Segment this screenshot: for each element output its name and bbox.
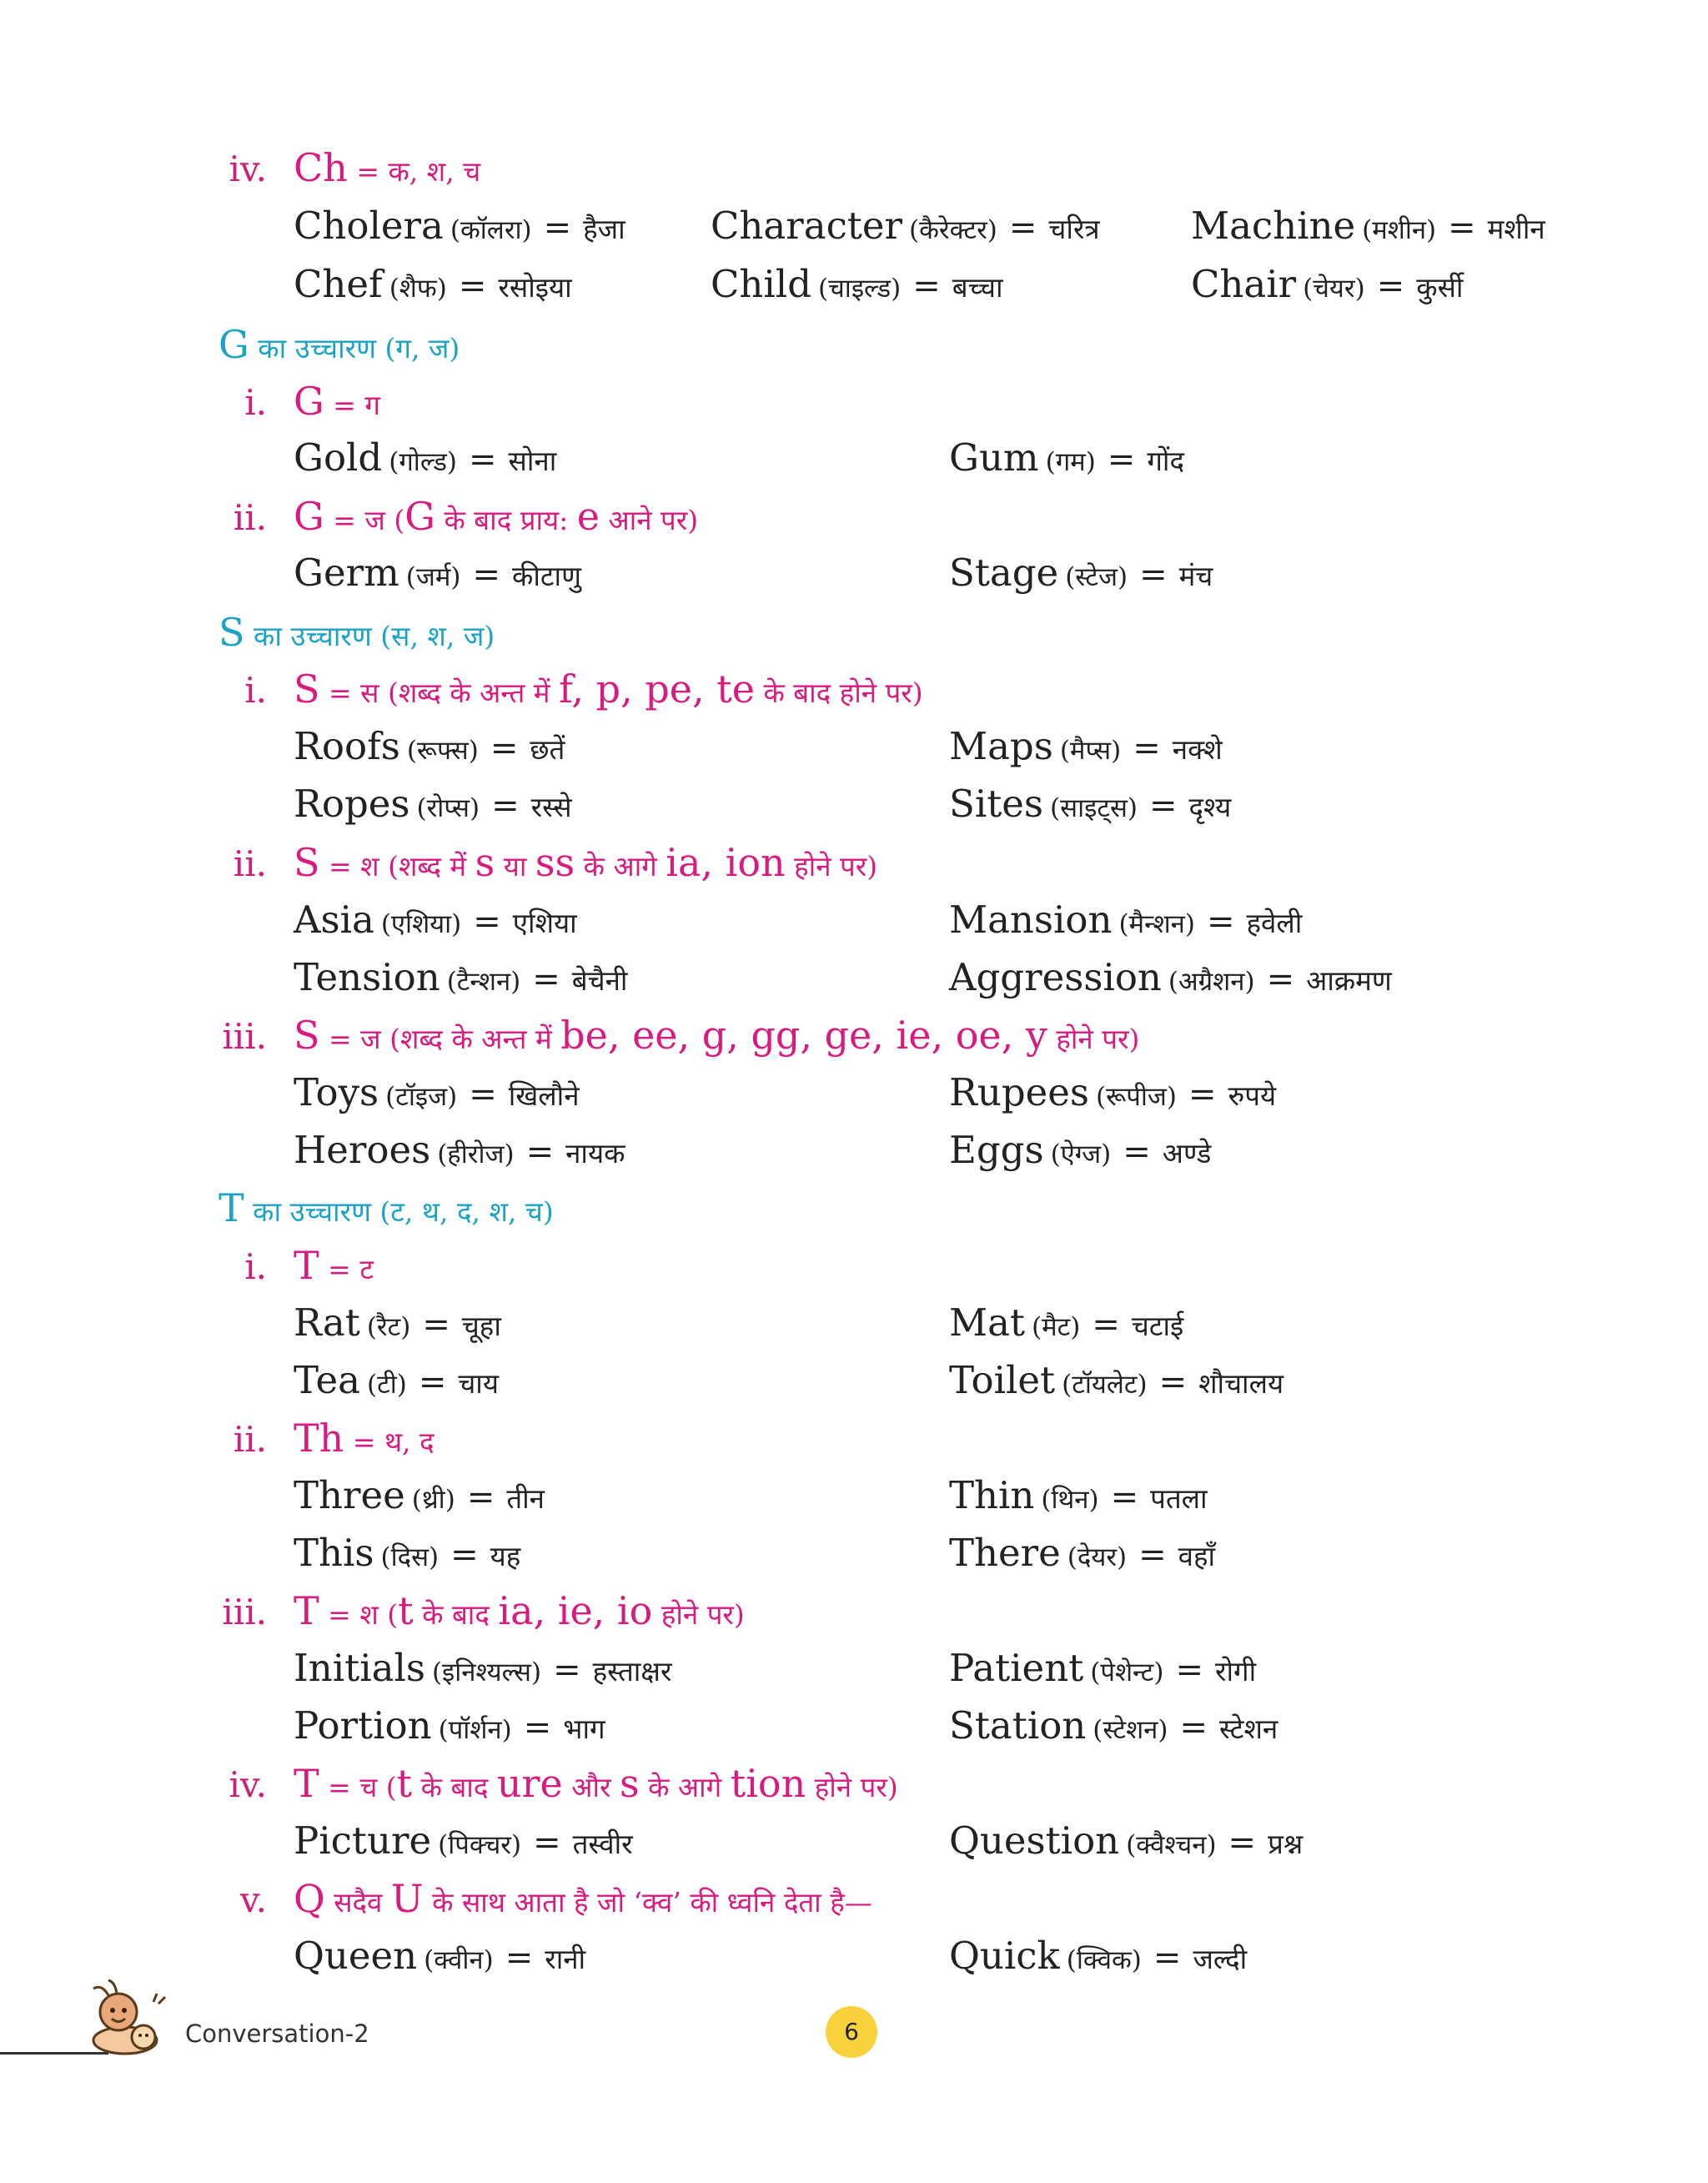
example-item: Queen (क्वीन) = रानी (294, 1934, 586, 1978)
rule-t-4: T = च (t के बाद ure और s के आगे tion होने पर) (294, 1761, 898, 1806)
example-item: Three (थ्री) = तीन (294, 1473, 545, 1517)
example-item: Sites (साइट्स) = दृश्य (949, 782, 1232, 826)
example-item: Chef (शैफ) = रसोइया (294, 262, 572, 306)
example-item: Quick (क्विक) = जल्दी (949, 1934, 1248, 1978)
example-item: There (देयर) = वहाँ (949, 1531, 1216, 1575)
example-item: Picture (पिक्चर) = तस्वीर (294, 1818, 633, 1863)
example-item: Rupees (रूपीज) = रुपये (949, 1070, 1277, 1114)
example-item: Asia (एशिया) = एशिया (294, 898, 577, 942)
rule-number: iii. (222, 1016, 267, 1057)
footer-book-title: Conversation-2 (185, 2020, 369, 2048)
rule-s-3: S = ज (शब्द के अन्त में be, ee, g, gg, ge, ie, oe, y होने पर) (294, 1013, 1140, 1058)
example-item: Aggression (अग्रैशन) = आक्रमण (949, 955, 1392, 999)
example-item: Station (स्टेशन) = स्टेशन (949, 1703, 1278, 1748)
example-item: Heroes (हीरोज) = नायक (294, 1128, 625, 1172)
rule-t-2: Th = थ, द (294, 1416, 435, 1461)
rule-t-1: T = ट (294, 1243, 374, 1288)
example-item: Question (क्वैश्चन) = प्रश्न (949, 1818, 1304, 1863)
section-heading-s: S का उच्चारण (स, श, ज) (219, 610, 495, 655)
example-item: Chair (चेयर) = कुर्सी (1191, 262, 1464, 306)
mascot-illustration (83, 1977, 175, 2060)
rule-number: ii. (233, 1419, 267, 1460)
example-item: Tea (टी) = चाय (294, 1358, 499, 1402)
example-item: Maps (मैप्स) = नक्शे (949, 724, 1223, 768)
example-item: Ropes (रोप्स) = रस्से (294, 782, 572, 826)
rule-number: i. (244, 382, 267, 423)
mascot-icon (83, 1977, 175, 2060)
section-heading-g: G का उच्चारण (ग, ज) (219, 322, 460, 367)
rule-number: i. (244, 670, 267, 711)
rule-s-2: S = श (शब्द में s या ss के आगे ia, ion होने पर) (294, 840, 878, 885)
example-item: Tension (टैन्शन) = बेचैनी (294, 955, 628, 999)
rule-number: iii. (222, 1592, 267, 1632)
example-item: Child (चाइल्ड) = बच्चा (711, 262, 1003, 306)
example-item: Gold (गोल्ड) = सोना (294, 435, 557, 480)
rule-g-2: G = ज (G के बाद प्राय: e आने पर) (294, 494, 699, 539)
example-item: Cholera (कॉलरा) = हैजा (294, 204, 625, 248)
rule-g-1: G = ग (294, 379, 380, 424)
example-item: Portion (पॉर्शन) = भाग (294, 1703, 605, 1748)
rule-t-3: T = श (t के बाद ia, ie, io होने पर) (294, 1588, 745, 1633)
page-number-badge: 6 (826, 2006, 877, 2058)
rule-number: i. (244, 1246, 267, 1287)
rule-number: ii. (233, 843, 267, 884)
rule-number: ii. (233, 497, 267, 538)
rule-number: iv. (229, 148, 267, 189)
example-item: Stage (स्टेज) = मंच (949, 551, 1213, 595)
rule-s-1: S = स (शब्द के अन्त में f, p, pe, te के बाद होने पर) (294, 666, 923, 712)
rule-number: iv. (229, 1764, 267, 1805)
section-heading-t: T का उच्चारण (ट, थ, द, श, च) (219, 1185, 554, 1230)
example-item: Initials (इनिश्यल्स) = हस्ताक्षर (294, 1646, 672, 1690)
example-item: Rat (रैट) = चूहा (294, 1300, 501, 1345)
example-item: Thin (थिन) = पतला (949, 1473, 1208, 1517)
example-item: Machine (मशीन) = मशीन (1191, 204, 1545, 248)
example-item: This (दिस) = यह (294, 1531, 521, 1575)
example-item: Character (कैरेक्टर) = चरित्र (711, 204, 1100, 248)
example-item: Eggs (ऐग्ज) = अण्डे (949, 1128, 1212, 1172)
example-item: Mat (मैट) = चटाई (949, 1300, 1184, 1345)
example-item: Germ (जर्म) = कीटाणु (294, 551, 581, 595)
example-item: Mansion (मैन्शन) = हवेली (949, 898, 1303, 942)
rule-number: v. (239, 1879, 267, 1920)
example-item: Patient (पेशेन्ट) = रोगी (949, 1646, 1257, 1690)
rule-ch: Ch = क, श, च (294, 145, 481, 190)
example-item: Toys (टॉइज) = खिलौने (294, 1070, 580, 1114)
example-item: Toilet (टॉयलेट) = शौचालय (949, 1358, 1284, 1402)
example-item: Gum (गम) = गोंद (949, 435, 1184, 480)
rule-t-5: Q सदैव U के साथ आता है जो ‘क्व’ की ध्वनि देता है— (294, 1876, 872, 1921)
example-item: Roofs (रूफ्स) = छतें (294, 724, 565, 768)
